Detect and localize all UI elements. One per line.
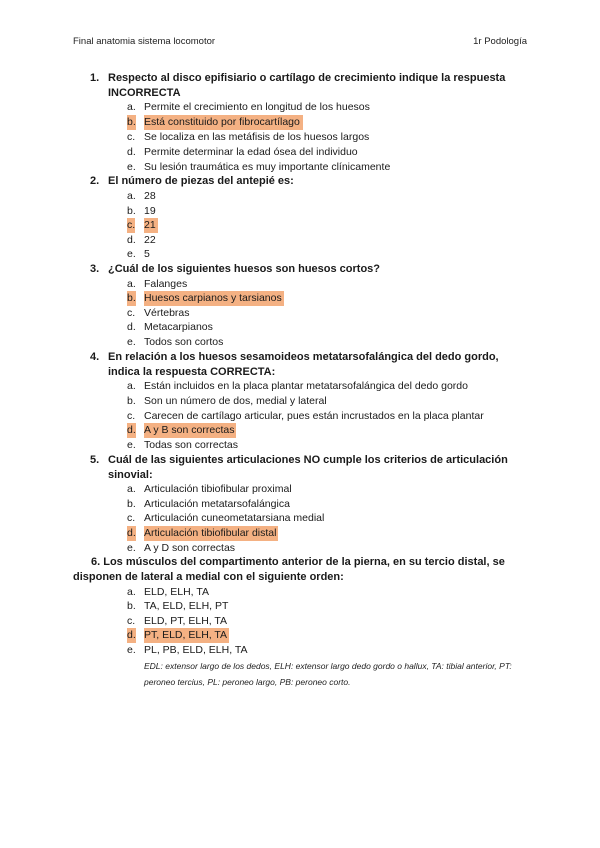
option-text: Permite determinar la edad ósea del individuo — [144, 146, 358, 158]
option-text: Articulación cuneometatarsiana medial — [144, 512, 325, 524]
option-letter: c. — [127, 410, 136, 422]
option[interactable] — [0, 379, 600, 394]
option-highlighted[interactable] — [0, 218, 600, 233]
question-number: 5. — [90, 454, 100, 466]
question-number: 2. — [90, 175, 100, 187]
option[interactable] — [0, 130, 600, 145]
option-text: Articulación tibiofibular distal — [144, 527, 277, 539]
option[interactable] — [0, 277, 600, 292]
option[interactable] — [0, 599, 600, 614]
option[interactable] — [0, 204, 600, 219]
option-highlighted[interactable] — [0, 291, 600, 306]
option-text: 21 — [144, 219, 156, 231]
option[interactable] — [0, 541, 600, 556]
option-letter: c. — [127, 131, 136, 143]
option[interactable] — [0, 233, 600, 248]
header-document-title: Final anatomia sistema locomotor — [73, 36, 216, 47]
option-text: PL, PB, ELD, ELH, TA — [144, 644, 248, 656]
option-letter: c. — [127, 307, 136, 319]
option-text: Todas son correctas — [144, 439, 238, 451]
option[interactable] — [0, 394, 600, 409]
option-text: ELD, ELH, TA — [144, 586, 209, 598]
header-course: 1r Podología — [473, 36, 527, 47]
option-letter: e. — [127, 542, 136, 554]
option-text: Falanges — [144, 278, 188, 290]
option[interactable] — [0, 160, 600, 175]
option-text: Están incluidos en la placa plantar metatarsofalángica del dedo gordo — [144, 380, 468, 392]
option-letter: e. — [127, 439, 136, 451]
option-text: Todos son cortos — [144, 336, 224, 348]
question-number: 4. — [90, 351, 100, 363]
option[interactable] — [0, 100, 600, 115]
option-letter: a. — [127, 278, 136, 290]
option-text: Huesos carpianos y tarsianos — [144, 292, 282, 304]
option-letter: d. — [127, 146, 136, 158]
option-text: A y D son correctas — [144, 542, 236, 554]
question-number: 3. — [90, 263, 100, 275]
option[interactable] — [0, 511, 600, 526]
option[interactable] — [0, 585, 600, 600]
option-text: Articulación metatarsofalángica — [144, 498, 290, 510]
option-text: 19 — [144, 205, 156, 217]
question-text: Cuál de las siguientes articulaciones NO cumple los criterios de articulación sinovial: — [108, 454, 508, 481]
option[interactable] — [0, 497, 600, 512]
option-letter: b. — [127, 498, 136, 510]
option[interactable] — [0, 614, 600, 629]
option-text: 28 — [144, 190, 156, 202]
option-text: 5 — [144, 248, 150, 260]
option-letter: c. — [127, 219, 136, 231]
option[interactable] — [0, 145, 600, 160]
option-text: Son un número de dos, medial y lateral — [144, 395, 327, 407]
option-text: Se localiza en las metáfisis de los huesos largos — [144, 131, 370, 143]
option-text: Permite el crecimiento en longitud de los huesos — [144, 101, 370, 113]
option[interactable] — [0, 482, 600, 497]
option-text: Está constituido por fibrocartílago — [144, 115, 303, 130]
option-text: Vértebras — [144, 307, 190, 319]
question-text: ¿Cuál de los siguientes huesos son huesos cortos? — [108, 263, 380, 275]
option-letter: b. — [127, 292, 136, 304]
abbreviation-note: EDL: extensor largo de los dedos, ELH: extensor largo dedo gordo o hallux, TA: tibial anterior, PT: peroneo tercius, PL: peroneo largo, PB: peroneo corto. — [144, 661, 512, 687]
option-text: Su lesión traumática es muy importante clínicamente — [144, 161, 391, 173]
option-letter: d. — [127, 527, 136, 539]
option-letter: c. — [127, 615, 136, 627]
option-letter: d. — [127, 234, 136, 246]
option-text: Articulación tibiofibular proximal — [144, 483, 292, 495]
option-letter: b. — [127, 116, 136, 128]
option[interactable] — [0, 643, 600, 658]
option[interactable] — [0, 247, 600, 262]
option-text: PT, ELD, ELH, TA — [144, 629, 228, 641]
option-letter: e. — [127, 248, 136, 260]
option-letter: d. — [127, 424, 136, 436]
option-letter: b. — [127, 395, 136, 407]
option-letter: b. — [127, 600, 136, 612]
option[interactable] — [0, 335, 600, 350]
option-text: A y B son correctas — [144, 424, 235, 436]
option-text: 22 — [144, 234, 156, 246]
question-number: 1. — [90, 72, 100, 84]
option[interactable] — [0, 306, 600, 321]
question-text: Respecto al disco epifisiario o cartílago de crecimiento indique la respuesta INCORRECTA — [108, 72, 506, 99]
option-highlighted[interactable] — [0, 628, 600, 643]
option-highlighted[interactable] — [0, 423, 600, 438]
option-letter: a. — [127, 380, 136, 392]
option-text: TA, ELD, ELH, PT — [144, 600, 229, 612]
option-letter: e. — [127, 644, 136, 656]
option-letter: e. — [127, 161, 136, 173]
option-letter: a. — [127, 190, 136, 202]
option[interactable] — [0, 438, 600, 453]
option-letter: c. — [127, 512, 136, 524]
question-text: En relación a los huesos sesamoideos metatarsofalángica del dedo gordo, indica la respuesta CORRECTA: — [108, 351, 499, 378]
option-highlighted[interactable] — [0, 526, 600, 541]
option-letter: e. — [127, 336, 136, 348]
question-text: El número de piezas del antepié es: — [108, 175, 294, 187]
option-text: ELD, PT, ELH, TA — [144, 615, 228, 627]
option-letter: b. — [127, 205, 136, 217]
option-letter: a. — [127, 483, 136, 495]
option[interactable] — [0, 409, 600, 424]
option-text: Metacarpianos — [144, 321, 213, 333]
option-highlighted[interactable] — [0, 115, 600, 130]
option-text: Carecen de cartílago articular, pues están incrustados en la placa plantar — [144, 410, 484, 422]
option-letter: d. — [127, 629, 136, 641]
option-letter: a. — [127, 586, 136, 598]
option[interactable] — [0, 320, 600, 335]
option-letter: d. — [127, 321, 136, 333]
question-text: 6. Los músculos del compartimento anterior de la pierna, en su tercio distal, se disponen de lateral a medial con el siguiente orden: — [73, 556, 505, 583]
option[interactable] — [0, 189, 600, 204]
option-letter: a. — [127, 101, 136, 113]
